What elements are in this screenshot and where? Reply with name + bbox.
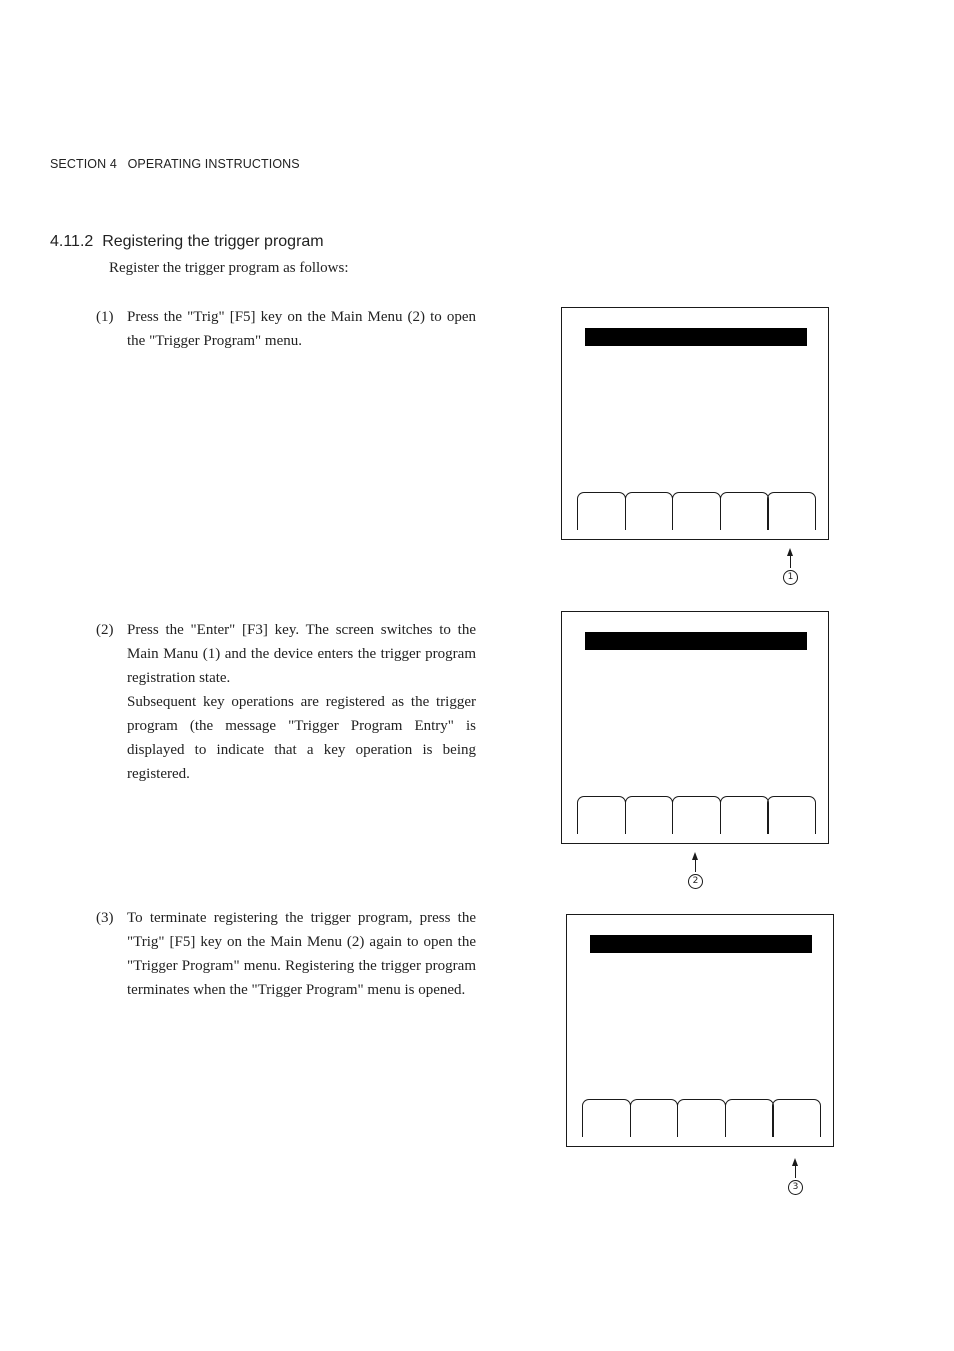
- callout-pointer-2: [686, 852, 706, 892]
- step-text-continued: Subsequent key operations are registered as the trigger program (the message "Trigger Program Entry" is displayed to indicate that a key operation is being registered.: [127, 694, 476, 782]
- function-key-f2: [630, 1099, 679, 1137]
- screen-diagram-3: [566, 914, 834, 1147]
- header-section: SECTION 4: [50, 157, 117, 171]
- header-title: OPERATING INSTRUCTIONS: [127, 157, 300, 171]
- screen-title-bar: [590, 935, 812, 953]
- function-key-f3: [677, 1099, 726, 1137]
- section-number: 4.11.2: [50, 233, 94, 250]
- step-3: [96, 906, 476, 1002]
- function-key-f1: [582, 1099, 631, 1137]
- step-text: Press the "Trig" [F5] key on the Main Menu (2) to open the "Trigger Program" menu.: [127, 309, 476, 349]
- function-key-f2: [625, 492, 674, 530]
- callout-pointer-3: [786, 1158, 806, 1198]
- step-number: (3): [96, 910, 114, 926]
- step-text: Press the "Enter" [F3] key. The screen switches to the Main Manu (1) and the device enters the trigger program registration state.: [127, 622, 476, 686]
- screen-title-bar: [585, 632, 807, 650]
- function-key-row: [577, 492, 815, 530]
- step-2: [96, 618, 476, 786]
- screen-diagram-1: [561, 307, 829, 540]
- step-1: [96, 305, 476, 353]
- function-key-f4: [720, 796, 769, 834]
- function-key-row: [582, 1099, 820, 1137]
- callout-number: 3: [788, 1180, 803, 1195]
- intro-text: Register the trigger program as follows:: [109, 260, 349, 276]
- section-heading: [50, 233, 324, 251]
- step-number: (1): [96, 309, 114, 325]
- section-title-text: Registering the trigger program: [102, 233, 324, 250]
- function-key-f5: [772, 1099, 821, 1137]
- step-number: (2): [96, 622, 114, 638]
- function-key-row: [577, 796, 815, 834]
- page-header: [50, 157, 300, 171]
- function-key-f4: [725, 1099, 774, 1137]
- function-key-f3: [672, 492, 721, 530]
- function-key-f2: [625, 796, 674, 834]
- callout-number: 2: [688, 874, 703, 889]
- callout-pointer-1: [781, 548, 801, 588]
- function-key-f1: [577, 796, 626, 834]
- callout-number: 1: [783, 570, 798, 585]
- function-key-f5: [767, 492, 816, 530]
- function-key-f5: [767, 796, 816, 834]
- step-text: To terminate registering the trigger program, press the "Trig" [F5] key on the Main Menu (2) again to open the "Trigger Program" menu. Registering the trigger program terminates when the "Trigger Program" menu is opened.: [127, 910, 476, 998]
- screen-title-bar: [585, 328, 807, 346]
- function-key-f4: [720, 492, 769, 530]
- screen-diagram-2: [561, 611, 829, 844]
- function-key-f3: [672, 796, 721, 834]
- function-key-f1: [577, 492, 626, 530]
